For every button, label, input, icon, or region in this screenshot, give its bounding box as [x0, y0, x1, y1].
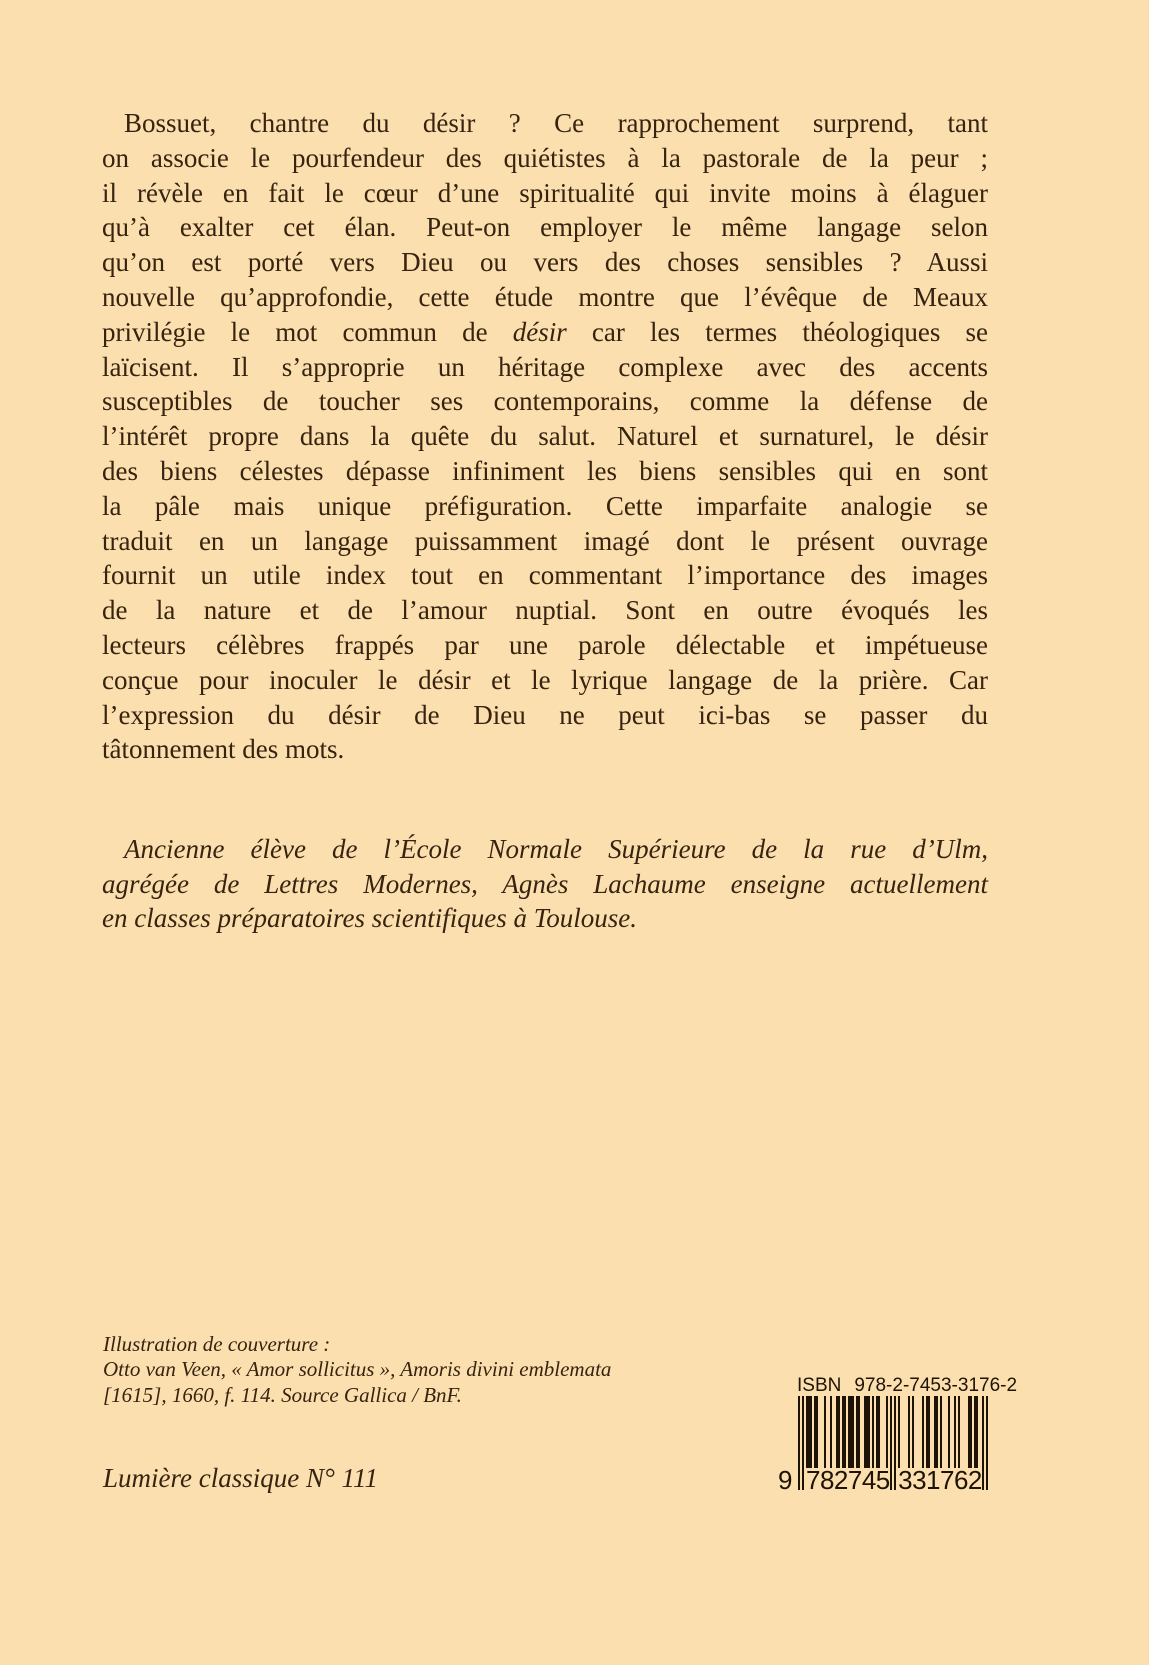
- text-line: la pâle mais unique préfiguration. Cette imparfaite analogie se: [102, 490, 988, 521]
- isbn-label: ISBN: [797, 1375, 842, 1396]
- text-line: tâtonnement des mots.: [102, 734, 345, 765]
- text-line: conçue pour inoculer le désir et le lyrique langage de la prière. Car: [102, 664, 988, 695]
- text-line: Otto van Veen, « Amor sollicitus », Amoris divini emblemata: [103, 1357, 612, 1382]
- text-line: Ancienne élève de l’École Normale Supérieure de la rue d’Ulm,: [124, 834, 988, 864]
- text-line: nouvelle qu’approfondie, cette étude montre que l’évêque de Meaux: [102, 281, 988, 312]
- text-line: privilégie le mot commun de désir car les termes théologiques se: [102, 316, 988, 347]
- text-line: de la nature et de l’amour nuptial. Sont en outre évoqués les: [102, 595, 988, 626]
- text-line: il révèle en fait le cœur d’une spiritualité qui invite moins à élaguer: [102, 177, 988, 208]
- isbn-number: 978-2-7453-3176-2: [854, 1375, 1018, 1396]
- text-line: on associe le pourfendeur des quiétistes à la pastorale de la peur ;: [102, 142, 988, 173]
- text-line: agrégée de Lettres Modernes, Agnès Lachaume enseigne actuellement: [102, 868, 988, 899]
- author-bio: [102, 832, 988, 936]
- text-line: qu’à exalter cet élan. Peut-on employer le même langage selon: [102, 212, 988, 243]
- text-line: laïcisent. Il s’approprie un héritage complexe avec des accents: [102, 351, 988, 382]
- text-line: susceptibles de toucher ses contemporains, comme la défense de: [102, 386, 988, 417]
- cover-illustration-credit: [103, 1332, 743, 1408]
- text-line: lecteurs célèbres frappés par une parole délectable et impétueuse: [102, 629, 988, 660]
- text-line: fournit un utile index tout en commentant l’importance des images: [102, 560, 988, 591]
- text-line: l’intérêt propre dans la quête du salut. Naturel et surnaturel, le désir: [102, 421, 988, 452]
- text-line: traduit en un langage puissamment imagé dont le présent ouvrage: [102, 525, 988, 556]
- barcode-digits-right: 331762: [898, 1465, 982, 1495]
- text-line: Illustration de couverture :: [103, 1332, 331, 1356]
- text-line: qu’on est porté vers Dieu ou vers des choses sensibles ? Aussi: [102, 247, 988, 278]
- text-line: Bossuet, chantre du désir ? Ce rapprochement surprend, tant: [124, 108, 988, 138]
- text-line: [1615], 1660, f. 114. Source Gallica / BnF.: [103, 1382, 462, 1407]
- synopsis-paragraph: [102, 106, 988, 767]
- barcode-digit-system: 9: [778, 1465, 792, 1495]
- text-line: en classes préparatoires scientifiques à Toulouse.: [102, 903, 637, 933]
- series-title: Lumière classique N° 111: [103, 1463, 379, 1493]
- isbn-text-line: [797, 1375, 1018, 1396]
- text-line: des biens célestes dépasse infiniment les biens sensibles qui en sont: [102, 455, 988, 486]
- text-line: l’expression du désir de Dieu ne peut ici-bas se passer du: [102, 699, 988, 730]
- barcode-digits-left: 782745: [806, 1465, 890, 1495]
